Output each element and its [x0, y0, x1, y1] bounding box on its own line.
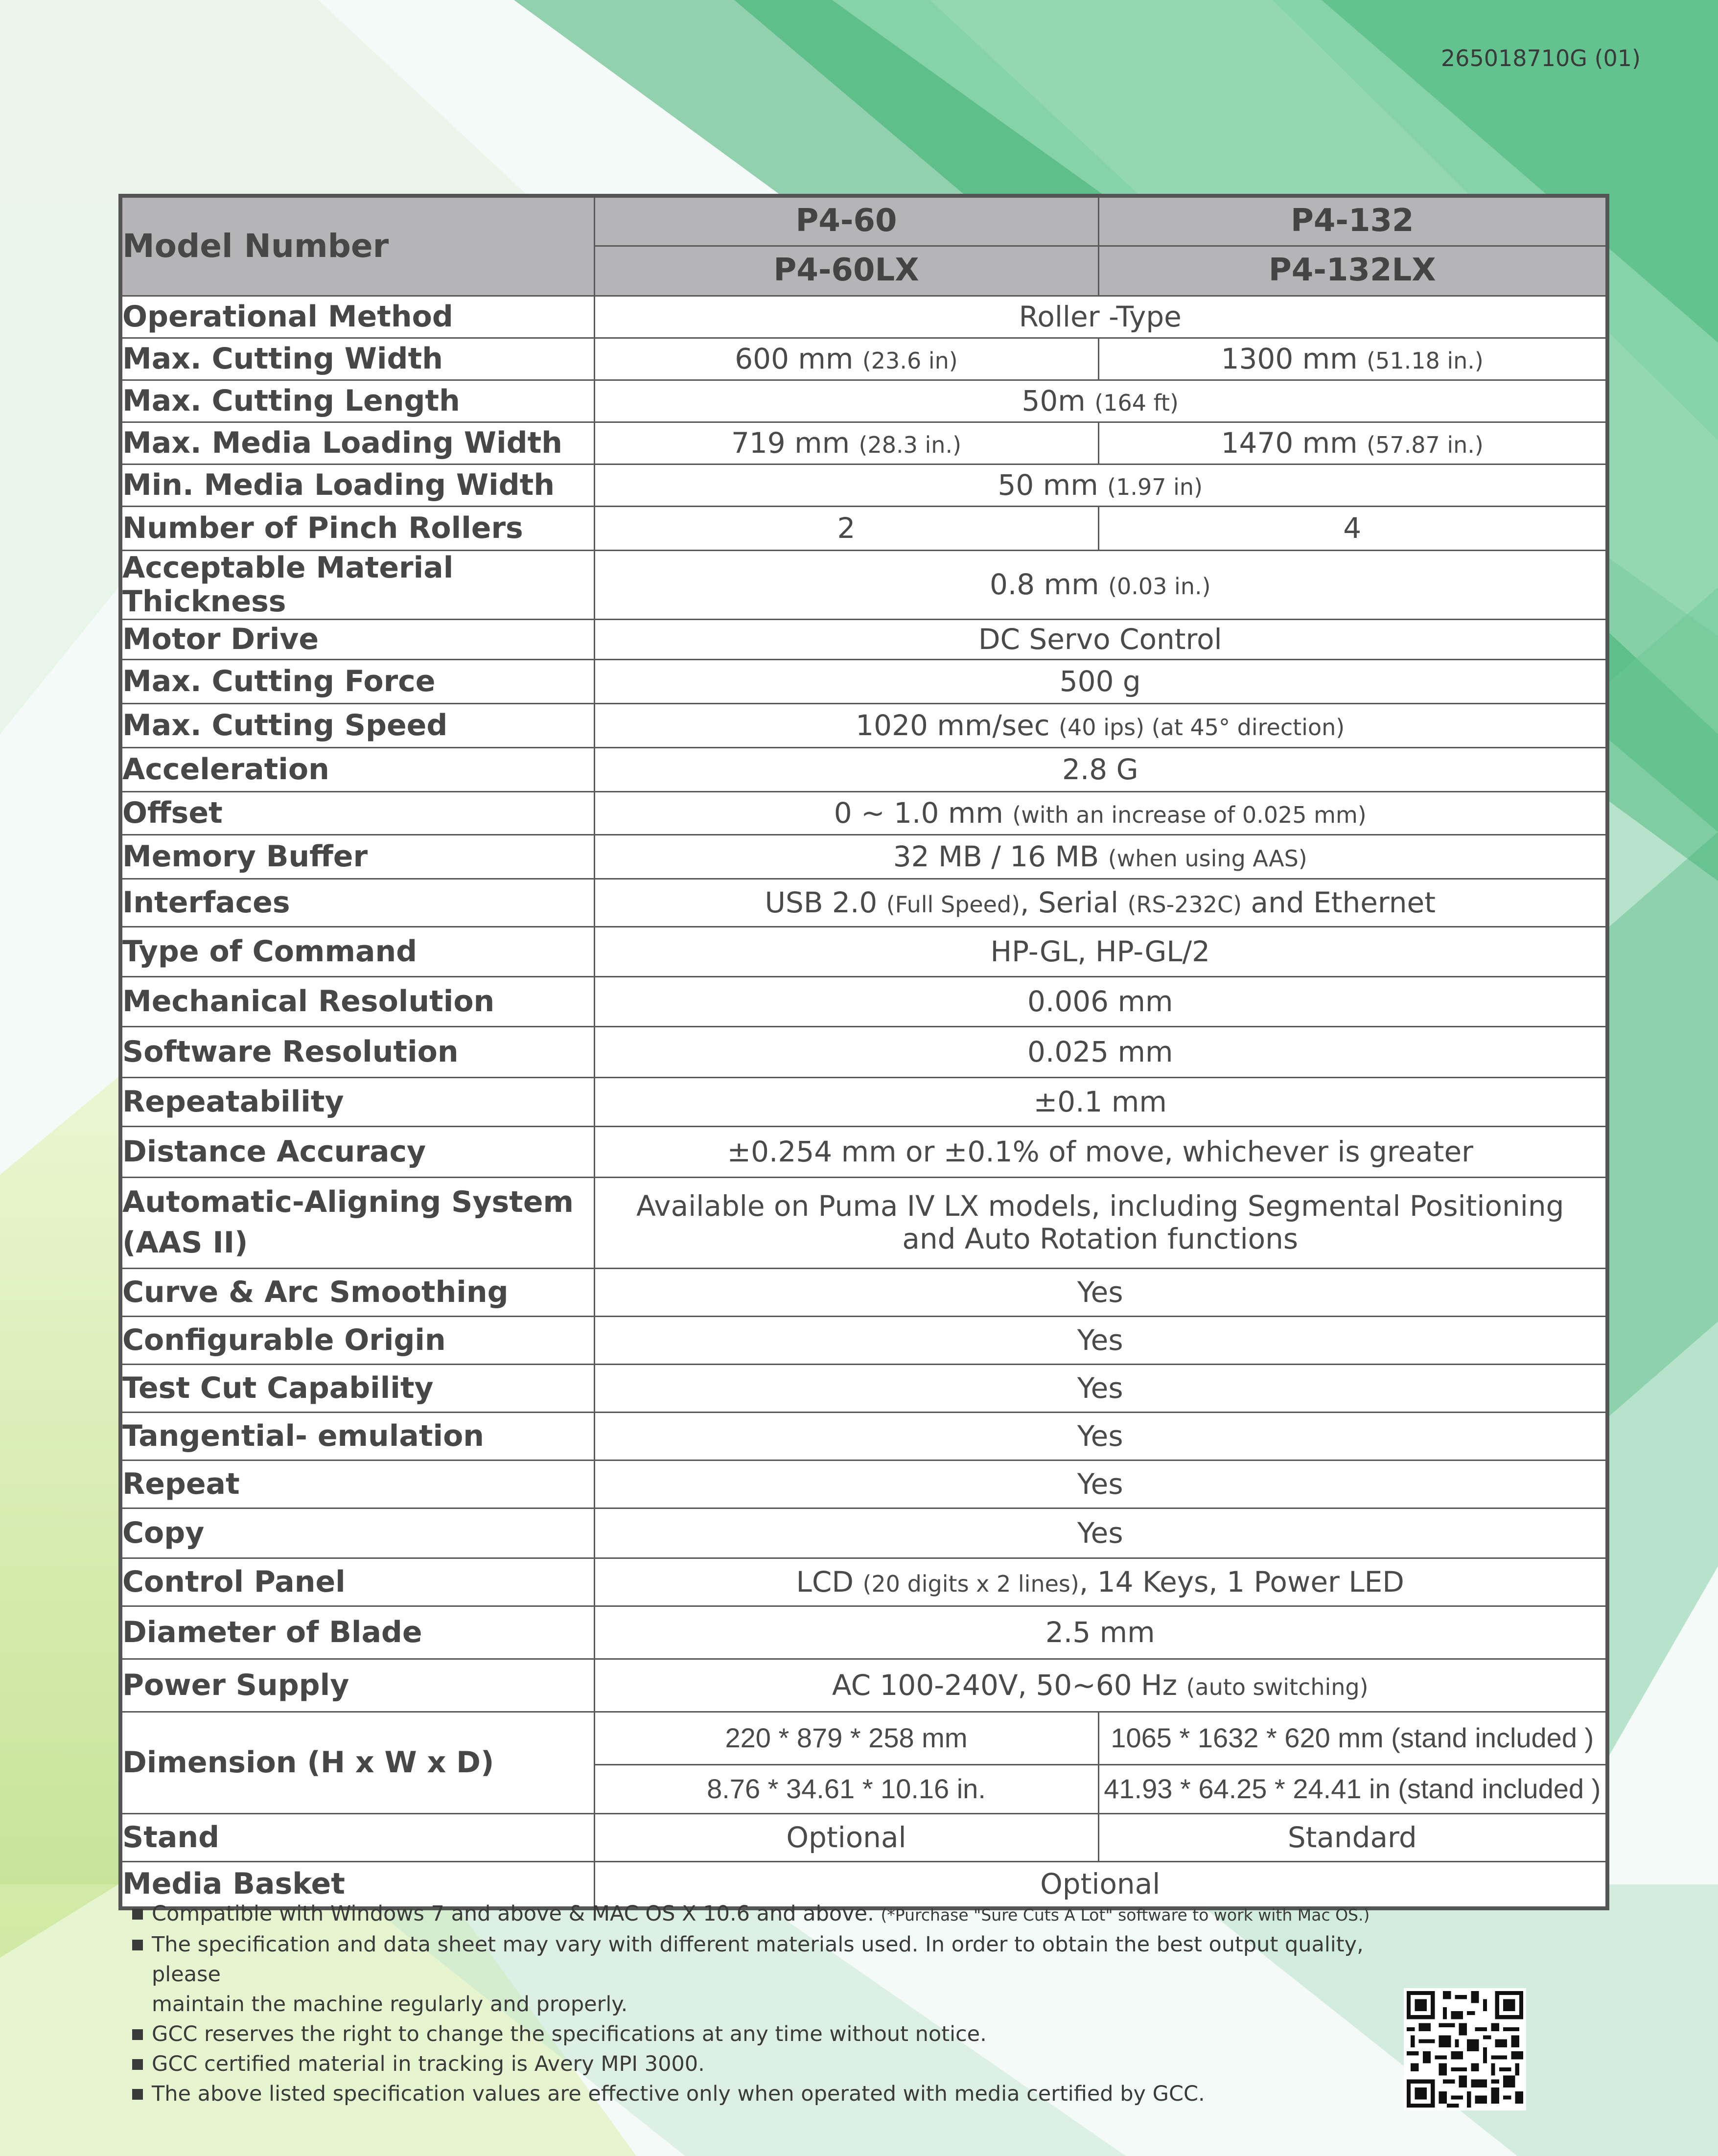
row-value: Yes [594, 1364, 1607, 1412]
row-value: ±0.254 mm or ±0.1% of move, whichever is greater [594, 1126, 1607, 1177]
table-row [120, 659, 1607, 703]
row-label: Min. Media Loading Width [120, 464, 594, 506]
row-value: Yes [594, 1508, 1607, 1558]
row-label [120, 1177, 594, 1268]
value-main: 1470 mm [1221, 426, 1358, 460]
row-value-col1: Optional [594, 1813, 1098, 1861]
table-row [120, 747, 1607, 791]
row-label: Memory Buffer [120, 835, 594, 879]
row-label: Max. Cutting Length [120, 380, 594, 422]
row-value: 0.025 mm [594, 1026, 1607, 1077]
footnote-text: maintain the machine regularly and properly. [152, 1992, 628, 2017]
footnote [132, 1899, 1405, 1930]
row-label: Operational Method [120, 296, 594, 338]
row-value: 2.5 mm [594, 1606, 1607, 1659]
model-p4-60: P4-60 [594, 196, 1098, 246]
row-label: Tangential- emulation [120, 1412, 594, 1460]
table-row [120, 1508, 1607, 1558]
row-value [594, 464, 1607, 506]
value-sub: (0.03 in.) [1108, 573, 1211, 600]
row-value [594, 791, 1607, 835]
row-value [594, 1558, 1607, 1606]
dimension-in-col1: 8.76 * 34.61 * 10.16 in. [594, 1764, 1098, 1813]
row-label: Curve & Arc Smoothing [120, 1268, 594, 1316]
table-row [120, 196, 1607, 246]
row-label: Stand [120, 1813, 594, 1861]
value-main: LCD [796, 1565, 854, 1599]
row-label: Diameter of Blade [120, 1606, 594, 1659]
row-label: Mechanical Resolution [120, 976, 594, 1026]
table-row [120, 1268, 1607, 1316]
row-value-col2: 4 [1098, 506, 1607, 550]
row-value-col1 [594, 422, 1098, 464]
row-value: 0.006 mm [594, 976, 1607, 1026]
value-line: and Auto Rotation functions [902, 1222, 1299, 1255]
row-value [594, 1659, 1607, 1712]
value-sub: (164 ft) [1094, 389, 1179, 416]
dimension-in-col2: 41.93 * 64.25 * 24.41 in (stand included ) [1098, 1764, 1607, 1813]
value-main: , 14 Keys, 1 Power LED [1079, 1565, 1404, 1599]
table-row [120, 976, 1607, 1026]
row-label: Motor Drive [120, 619, 594, 659]
row-value: Yes [594, 1460, 1607, 1508]
row-label: Acceleration [120, 747, 594, 791]
row-value: HP-GL, HP-GL/2 [594, 927, 1607, 976]
row-value: Roller -Type [594, 296, 1607, 338]
value-sub: (RS-232C) [1127, 891, 1242, 918]
table-row [120, 1659, 1607, 1712]
value-main: 1020 mm/sec [856, 708, 1050, 742]
label-line: (AAS II) [122, 1226, 248, 1260]
row-value-col2 [1098, 422, 1607, 464]
table-row [120, 835, 1607, 879]
footnote-text: Compatible with Windows 7 and above & MAC OS X 10.6 and above. [152, 1901, 874, 1926]
value-main: 1300 mm [1221, 342, 1358, 375]
table-row [120, 380, 1607, 422]
value-main: 50 mm [998, 468, 1098, 502]
row-label: Distance Accuracy [120, 1126, 594, 1177]
value-sub: (1.97 in) [1107, 473, 1203, 500]
row-value: Yes [594, 1316, 1607, 1364]
value-sub: (when using AAS) [1108, 845, 1307, 872]
row-label: Power Supply [120, 1659, 594, 1712]
value-main: 0.8 mm [989, 568, 1099, 602]
value-sub: (40 ips) (at 45° direction) [1059, 714, 1345, 741]
table-row [120, 1177, 1607, 1268]
row-label: Control Panel [120, 1558, 594, 1606]
model-p4-60lx: P4-60LX [594, 246, 1098, 296]
footnote: GCC certified material in tracking is Avery MPI 3000. [132, 2049, 1405, 2079]
table-row [120, 703, 1607, 747]
footnote: The above listed specification values are effective only when operated with media certified by GCC. [132, 2079, 1405, 2109]
value-main: , Serial [1020, 885, 1119, 919]
value-sub: (57.87 in.) [1367, 431, 1484, 458]
value-sub: (23.6 in) [862, 347, 958, 374]
row-value [594, 703, 1607, 747]
table-row [120, 1813, 1607, 1861]
value-main: 719 mm [731, 426, 850, 460]
row-value: Yes [594, 1412, 1607, 1460]
footnote: GCC reserves the right to change the specifications at any time without notice. [132, 2019, 1405, 2049]
table-row [120, 422, 1607, 464]
row-label: Media Basket [120, 1861, 594, 1908]
row-label: Max. Cutting Width [120, 338, 594, 380]
dimension-mm-col1: 220 * 879 * 258 mm [594, 1712, 1098, 1764]
table-row [120, 1077, 1607, 1126]
value-sub: (with an increase of 0.025 mm) [1012, 801, 1367, 828]
value-sub: (auto switching) [1186, 1673, 1369, 1700]
table-row [120, 296, 1607, 338]
table-row [120, 619, 1607, 659]
dimension-mm-col2: 1065 * 1632 * 620 mm (stand included ) [1098, 1712, 1607, 1764]
table-row [120, 338, 1607, 380]
row-value: 2.8 G [594, 747, 1607, 791]
footnote-small-text: (*Purchase "Sure Cuts A Lot" software to work with Mac OS.) [881, 1905, 1370, 1924]
table-row [120, 1712, 1607, 1764]
table-row [120, 1558, 1607, 1606]
table-row [120, 1460, 1607, 1508]
row-value-col2 [1098, 338, 1607, 380]
row-label: Test Cut Capability [120, 1364, 594, 1412]
row-value [594, 550, 1607, 619]
row-value [594, 879, 1607, 927]
row-label: Copy [120, 1508, 594, 1558]
value-main: USB 2.0 [765, 885, 878, 919]
row-label: Acceptable Material Thickness [120, 550, 594, 619]
row-value [594, 380, 1607, 422]
table-row [120, 1412, 1607, 1460]
row-value: Optional [594, 1861, 1607, 1908]
value-sub: (28.3 in.) [859, 431, 962, 458]
table-row [120, 1606, 1607, 1659]
footnotes [132, 1899, 1405, 2109]
value-main: 32 MB / 16 MB [893, 839, 1099, 873]
table-row [120, 464, 1607, 506]
model-p4-132lx: P4-132LX [1098, 246, 1607, 296]
row-value [594, 1177, 1607, 1268]
specification-table [118, 194, 1609, 1910]
qr-code-icon [1404, 1988, 1526, 2110]
table-row [120, 927, 1607, 976]
table-row [120, 879, 1607, 927]
model-number-label: Model Number [120, 196, 594, 296]
value-main: and Ethernet [1251, 885, 1436, 919]
row-label: Offset [120, 791, 594, 835]
row-value-col2: Standard [1098, 1813, 1607, 1861]
row-value-col1 [594, 338, 1098, 380]
row-value: ±0.1 mm [594, 1077, 1607, 1126]
row-value: 500 g [594, 659, 1607, 703]
row-label: Interfaces [120, 879, 594, 927]
row-value-col1: 2 [594, 506, 1098, 550]
table-row [120, 506, 1607, 550]
row-label: Max. Cutting Force [120, 659, 594, 703]
table-row [120, 1364, 1607, 1412]
value-sub: (Full Speed) [886, 891, 1021, 918]
row-label: Type of Command [120, 927, 594, 976]
value-sub: (20 digits x 2 lines) [862, 1570, 1079, 1597]
value-main: 50m [1022, 384, 1086, 417]
footnote-text: The specification and data sheet may vary with different materials used. In order to obtain the best output quality, please [152, 1932, 1364, 1987]
value-sub: (51.18 in.) [1367, 347, 1484, 374]
footnote [132, 1930, 1405, 2019]
value-main: 0 ~ 1.0 mm [834, 796, 1003, 830]
value-main: 600 mm [735, 342, 854, 375]
table-row [120, 791, 1607, 835]
row-label: Repeat [120, 1460, 594, 1508]
table-row [120, 1316, 1607, 1364]
row-value [594, 835, 1607, 879]
table-row [120, 550, 1607, 619]
model-p4-132: P4-132 [1098, 196, 1607, 246]
row-label: Software Resolution [120, 1026, 594, 1077]
document-code: 265018710G (01) [1440, 45, 1641, 71]
row-label: Max. Media Loading Width [120, 422, 594, 464]
value-line: Available on Puma IV LX models, including Segmental Positioning [636, 1189, 1564, 1223]
row-label: Number of Pinch Rollers [120, 506, 594, 550]
label-line: Automatic-Aligning System [122, 1185, 574, 1219]
row-label: Repeatability [120, 1077, 594, 1126]
row-value: Yes [594, 1268, 1607, 1316]
row-label: Max. Cutting Speed [120, 703, 594, 747]
row-label: Dimension (H x W x D) [120, 1712, 594, 1813]
table-row [120, 1026, 1607, 1077]
row-label: Configurable Origin [120, 1316, 594, 1364]
value-main: AC 100-240V, 50~60 Hz [832, 1668, 1178, 1702]
row-value: DC Servo Control [594, 619, 1607, 659]
table-row [120, 1126, 1607, 1177]
